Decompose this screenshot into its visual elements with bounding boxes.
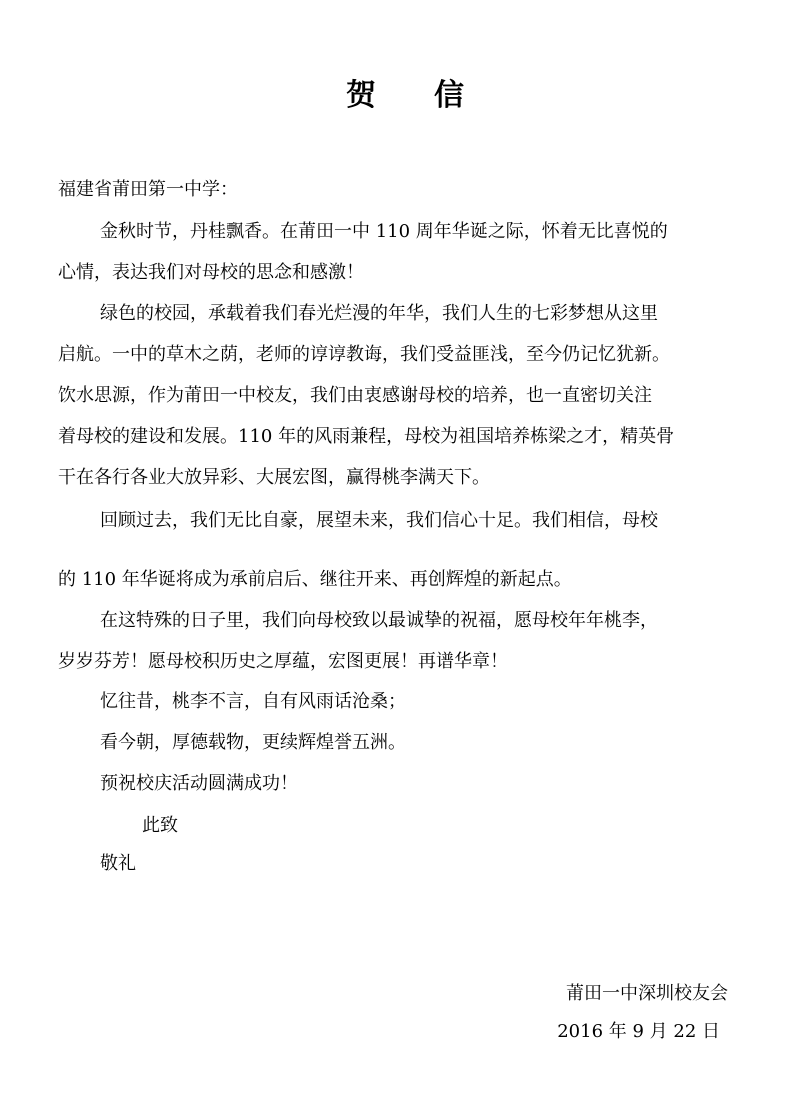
salutation: 福建省莆田第一中学： (58, 179, 238, 200)
signature-organization: 莆田一中深圳校友会 (566, 983, 728, 1004)
paragraph-4 (58, 603, 736, 680)
paragraph-line: 饮水思源，作为莆田一中校友，我们由衷感谢母校的培养，也一直密切关注 (58, 385, 652, 406)
poem-line-1: 忆往昔，桃李不言，自有风雨话沧桑； (100, 691, 406, 712)
paragraph-line: 启航。一中的草木之荫，老师的谆谆教诲，我们受益匪浅，至今仍记忆犹新。 (58, 344, 670, 365)
paragraph-line: 绿色的校园，承载着我们春光烂漫的年华，我们人生的七彩梦想从这里 (100, 303, 658, 324)
paragraph-2 (58, 296, 736, 496)
paragraph-3-line-2 (58, 562, 736, 598)
paragraph-3-line-1 (58, 503, 736, 539)
paragraph-1 (58, 214, 736, 291)
paragraph-line: 的 110 年华诞将成为承前启后、继往开来、再创辉煌的新起点。 (58, 569, 572, 590)
poem-line-2: 看今朝，厚德载物，更续辉煌誉五洲。 (100, 732, 406, 753)
paragraph-line: 着母校的建设和发展。110 年的风雨兼程，母校为祖国培养栋梁之才，精英骨 (58, 426, 675, 447)
paragraph-line: 岁岁芬芳！愿母校积历史之厚蕴，宏图更展！再谱华章！ (58, 651, 508, 672)
paragraph-line: 金秋时节，丹桂飘香。在莆田一中 110 周年华诞之际，怀着无比喜悦的 (100, 221, 668, 242)
paragraph-line: 在这特殊的日子里，我们向母校致以最诚挚的祝福，愿母校年年桃李， (100, 610, 658, 631)
closing-jingli: 敬礼 (100, 853, 136, 874)
paragraph-line: 回顾过去，我们无比自豪，展望未来，我们信心十足。我们相信，母校 (100, 510, 658, 531)
paragraph-line: 干在各行各业大放异彩、大展宏图，赢得桃李满天下。 (58, 467, 490, 488)
wish-line: 预祝校庆活动圆满成功！ (100, 773, 298, 794)
closing-cizhi: 此致 (142, 815, 178, 836)
letter-title: 贺信 (346, 78, 522, 113)
paragraph-line: 心情，表达我们对母校的思念和感激！ (58, 262, 364, 283)
signature-date: 2016 年 9 月 22 日 (557, 1021, 720, 1042)
